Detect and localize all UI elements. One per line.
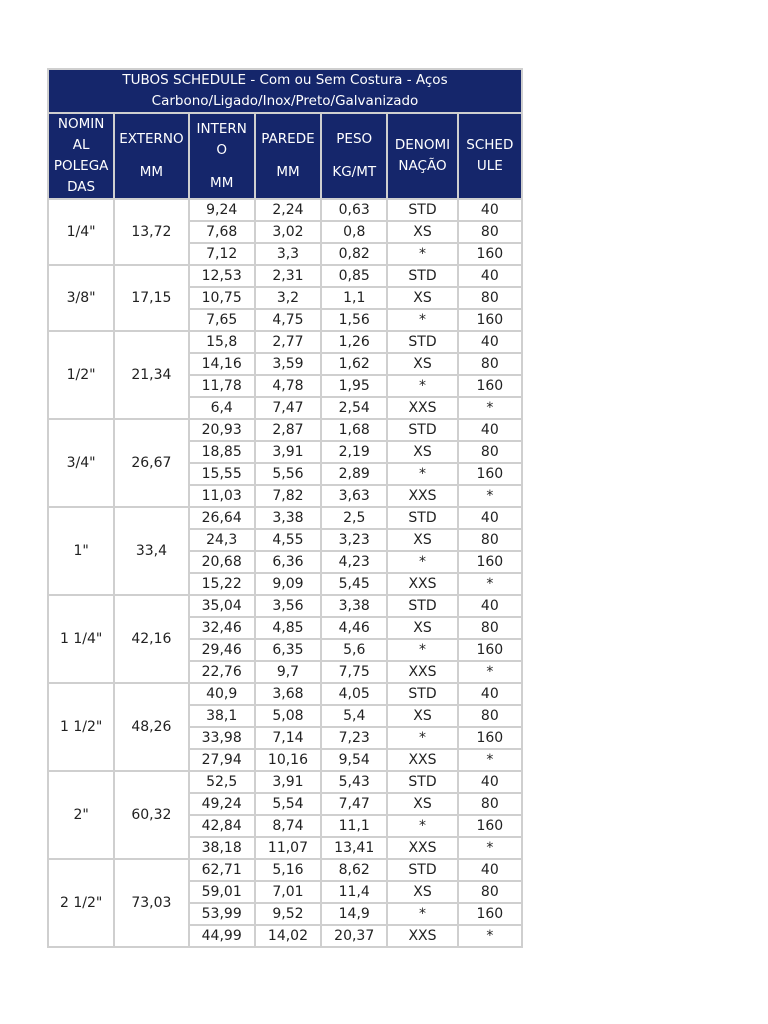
- denominacao-value: XS: [388, 442, 456, 462]
- parede-value: 7,14: [256, 728, 320, 748]
- schedule-value: 80: [459, 442, 521, 462]
- denominacao-value: XS: [388, 354, 456, 374]
- denominacao-value: STD: [388, 772, 456, 792]
- parede-value: 8,74: [256, 816, 320, 836]
- parede-value: 4,55: [256, 530, 320, 550]
- denominacao-value: STD: [388, 860, 456, 880]
- peso-value: 0,82: [322, 244, 386, 264]
- externo-value: 13,72: [115, 200, 187, 264]
- interno-value: 15,22: [190, 574, 254, 594]
- nominal-size-cell: 3/8": [49, 266, 113, 330]
- header-label: SCHED ULE: [466, 137, 514, 174]
- denominacao-value: XXS: [388, 574, 456, 594]
- schedule-value: *: [459, 662, 521, 682]
- parede-value: 11,07: [256, 838, 320, 858]
- schedule-value: 80: [459, 794, 521, 814]
- denominacao-value: STD: [388, 508, 456, 528]
- interno-value: 40,9: [190, 684, 254, 704]
- peso-value: 14,9: [322, 904, 386, 924]
- interno-value: 27,94: [190, 750, 254, 770]
- interno-value: 11,78: [190, 376, 254, 396]
- parede-value: 9,7: [256, 662, 320, 682]
- header-nominal: [49, 114, 113, 198]
- schedule-value: 40: [459, 420, 521, 440]
- parede-value: 10,16: [256, 750, 320, 770]
- peso-value: 4,46: [322, 618, 386, 638]
- parede-value: 2,87: [256, 420, 320, 440]
- interno-value: 29,46: [190, 640, 254, 660]
- header-label: EXTERNO: [119, 131, 184, 147]
- peso-value: 5,43: [322, 772, 386, 792]
- schedule-value: 40: [459, 200, 521, 220]
- peso-value: 1,56: [322, 310, 386, 330]
- parede-value: 7,47: [256, 398, 320, 418]
- externo-value: 33,4: [115, 508, 187, 594]
- parede-value: 3,56: [256, 596, 320, 616]
- interno-value: 52,5: [190, 772, 254, 792]
- interno-value: 9,24: [190, 200, 254, 220]
- denominacao-value: XXS: [388, 838, 456, 858]
- peso-value: 5,4: [322, 706, 386, 726]
- table-row: [49, 332, 521, 352]
- peso-value: 5,6: [322, 640, 386, 660]
- parede-value: 3,2: [256, 288, 320, 308]
- schedule-value: 40: [459, 332, 521, 352]
- denominacao-value: XXS: [388, 926, 456, 946]
- interno-value: 53,99: [190, 904, 254, 924]
- peso-value: 3,63: [322, 486, 386, 506]
- parede-value: 7,82: [256, 486, 320, 506]
- peso-value: 1,26: [322, 332, 386, 352]
- schedule-value: 160: [459, 310, 521, 330]
- schedule-value: 80: [459, 530, 521, 550]
- table-row: [49, 684, 521, 704]
- denominacao-value: STD: [388, 266, 456, 286]
- parede-value: 5,16: [256, 860, 320, 880]
- peso-value: 7,75: [322, 662, 386, 682]
- interno-value: 38,1: [190, 706, 254, 726]
- parede-value: 3,68: [256, 684, 320, 704]
- parede-value: 2,31: [256, 266, 320, 286]
- nominal-size-cell: 1 1/4": [49, 596, 113, 682]
- interno-value: 12,53: [190, 266, 254, 286]
- interno-value: 14,16: [190, 354, 254, 374]
- parede-value: 5,56: [256, 464, 320, 484]
- schedule-value: 40: [459, 266, 521, 286]
- header-label: PESO: [336, 131, 373, 147]
- schedule-value: 160: [459, 640, 521, 660]
- externo-value: 60,32: [115, 772, 187, 858]
- table-row: [49, 508, 521, 528]
- interno-value: 59,01: [190, 882, 254, 902]
- schedule-value: *: [459, 838, 521, 858]
- peso-value: 3,38: [322, 596, 386, 616]
- nominal-size-cell: 3/4": [49, 420, 113, 506]
- interno-value: 7,68: [190, 222, 254, 242]
- header-label: DENOMI NAÇÃO: [394, 137, 451, 174]
- peso-value: 13,41: [322, 838, 386, 858]
- denominacao-value: STD: [388, 200, 456, 220]
- schedule-value: 160: [459, 728, 521, 748]
- externo-value: 26,67: [115, 420, 187, 506]
- peso-value: 7,47: [322, 794, 386, 814]
- interno-value: 6,4: [190, 398, 254, 418]
- peso-value: 7,23: [322, 728, 386, 748]
- header-peso: [322, 114, 386, 198]
- table-row: [49, 420, 521, 440]
- denominacao-value: STD: [388, 684, 456, 704]
- parede-value: 6,36: [256, 552, 320, 572]
- schedule-value: 80: [459, 882, 521, 902]
- denominacao-value: *: [388, 728, 456, 748]
- interno-value: 33,98: [190, 728, 254, 748]
- table-row: [49, 860, 521, 880]
- schedule-value: *: [459, 398, 521, 418]
- parede-value: 14,02: [256, 926, 320, 946]
- schedule-value: 40: [459, 772, 521, 792]
- nominal-size-cell: 1": [49, 508, 113, 594]
- externo-value: 48,26: [115, 684, 187, 770]
- schedule-value: *: [459, 926, 521, 946]
- parede-value: 3,3: [256, 244, 320, 264]
- schedule-table: [47, 68, 523, 948]
- parede-value: 4,85: [256, 618, 320, 638]
- peso-value: 4,23: [322, 552, 386, 572]
- denominacao-value: *: [388, 310, 456, 330]
- header-denominacao: [388, 114, 456, 198]
- denominacao-value: XS: [388, 618, 456, 638]
- peso-value: 0,63: [322, 200, 386, 220]
- table-row: [49, 200, 521, 220]
- nominal-size-cell: 2 1/2": [49, 860, 113, 946]
- peso-value: 5,45: [322, 574, 386, 594]
- interno-value: 42,84: [190, 816, 254, 836]
- schedule-value: 80: [459, 706, 521, 726]
- nominal-size-cell: 1 1/2": [49, 684, 113, 770]
- denominacao-value: XXS: [388, 750, 456, 770]
- title-line-1: TUBOS SCHEDULE - Com ou Sem Costura - Aços: [122, 72, 448, 88]
- schedule-value: 160: [459, 376, 521, 396]
- interno-value: 26,64: [190, 508, 254, 528]
- denominacao-value: XXS: [388, 662, 456, 682]
- interno-value: 20,93: [190, 420, 254, 440]
- nominal-size-cell: 1/2": [49, 332, 113, 418]
- header-interno: [190, 114, 254, 198]
- peso-value: 2,89: [322, 464, 386, 484]
- interno-value: 11,03: [190, 486, 254, 506]
- denominacao-value: *: [388, 464, 456, 484]
- peso-value: 4,05: [322, 684, 386, 704]
- header-parede: [256, 114, 320, 198]
- externo-value: 73,03: [115, 860, 187, 946]
- table-body: [49, 200, 521, 946]
- table-title: [49, 70, 521, 112]
- denominacao-value: XS: [388, 530, 456, 550]
- parede-value: 3,38: [256, 508, 320, 528]
- header-externo: [115, 114, 187, 198]
- peso-value: 2,54: [322, 398, 386, 418]
- externo-value: 21,34: [115, 332, 187, 418]
- header-label: PAREDE: [261, 131, 315, 147]
- schedule-value: 40: [459, 860, 521, 880]
- parede-value: 5,08: [256, 706, 320, 726]
- parede-value: 3,91: [256, 772, 320, 792]
- denominacao-value: *: [388, 904, 456, 924]
- interno-value: 7,12: [190, 244, 254, 264]
- denominacao-value: XXS: [388, 486, 456, 506]
- denominacao-value: XS: [388, 222, 456, 242]
- denominacao-value: *: [388, 552, 456, 572]
- denominacao-value: STD: [388, 420, 456, 440]
- peso-value: 11,4: [322, 882, 386, 902]
- peso-value: 1,68: [322, 420, 386, 440]
- peso-value: 0,85: [322, 266, 386, 286]
- parede-value: 7,01: [256, 882, 320, 902]
- parede-value: 2,77: [256, 332, 320, 352]
- peso-value: 11,1: [322, 816, 386, 836]
- interno-value: 18,85: [190, 442, 254, 462]
- header-unit: MM: [210, 174, 234, 191]
- schedule-value: *: [459, 574, 521, 594]
- denominacao-value: *: [388, 816, 456, 836]
- schedule-value: 80: [459, 354, 521, 374]
- parede-value: 4,75: [256, 310, 320, 330]
- schedule-value: 40: [459, 596, 521, 616]
- peso-value: 20,37: [322, 926, 386, 946]
- schedule-value: 80: [459, 618, 521, 638]
- peso-value: 8,62: [322, 860, 386, 880]
- parede-value: 9,52: [256, 904, 320, 924]
- header-label: NOMIN AL POLEGA DAS: [53, 116, 109, 195]
- schedule-value: *: [459, 750, 521, 770]
- denominacao-value: *: [388, 244, 456, 264]
- interno-value: 22,76: [190, 662, 254, 682]
- peso-value: 2,19: [322, 442, 386, 462]
- schedule-value: 80: [459, 222, 521, 242]
- denominacao-value: STD: [388, 596, 456, 616]
- nominal-size-cell: 1/4": [49, 200, 113, 264]
- denominacao-value: XS: [388, 794, 456, 814]
- peso-value: 1,95: [322, 376, 386, 396]
- parede-value: 5,54: [256, 794, 320, 814]
- column-header-row: [49, 114, 521, 198]
- interno-value: 62,71: [190, 860, 254, 880]
- parede-value: 3,02: [256, 222, 320, 242]
- nominal-size-cell: 2": [49, 772, 113, 858]
- denominacao-value: XS: [388, 882, 456, 902]
- externo-value: 42,16: [115, 596, 187, 682]
- interno-value: 44,99: [190, 926, 254, 946]
- schedule-value: 160: [459, 904, 521, 924]
- denominacao-value: XS: [388, 706, 456, 726]
- schedule-value: 40: [459, 508, 521, 528]
- peso-value: 1,1: [322, 288, 386, 308]
- parede-value: 9,09: [256, 574, 320, 594]
- peso-value: 3,23: [322, 530, 386, 550]
- denominacao-value: XXS: [388, 398, 456, 418]
- interno-value: 15,55: [190, 464, 254, 484]
- schedule-value: 160: [459, 464, 521, 484]
- header-schedule: [459, 114, 521, 198]
- interno-value: 35,04: [190, 596, 254, 616]
- table-row: [49, 772, 521, 792]
- interno-value: 32,46: [190, 618, 254, 638]
- parede-value: 4,78: [256, 376, 320, 396]
- interno-value: 10,75: [190, 288, 254, 308]
- peso-value: 1,62: [322, 354, 386, 374]
- denominacao-value: STD: [388, 332, 456, 352]
- interno-value: 38,18: [190, 838, 254, 858]
- denominacao-value: *: [388, 376, 456, 396]
- denominacao-value: *: [388, 640, 456, 660]
- denominacao-value: XS: [388, 288, 456, 308]
- schedule-value: 160: [459, 816, 521, 836]
- title-line-2: Carbono/Ligado/Inox/Preto/Galvanizado: [151, 93, 419, 109]
- schedule-value: 160: [459, 552, 521, 572]
- interno-value: 15,8: [190, 332, 254, 352]
- interno-value: 24,3: [190, 530, 254, 550]
- table-row: [49, 266, 521, 286]
- header-unit: MM: [139, 164, 164, 180]
- parede-value: 2,24: [256, 200, 320, 220]
- schedule-value: 160: [459, 244, 521, 264]
- interno-value: 7,65: [190, 310, 254, 330]
- peso-value: 2,5: [322, 508, 386, 528]
- interno-value: 20,68: [190, 552, 254, 572]
- schedule-value: *: [459, 486, 521, 506]
- externo-value: 17,15: [115, 266, 187, 330]
- peso-value: 0,8: [322, 222, 386, 242]
- header-unit: MM: [276, 164, 300, 180]
- peso-value: 9,54: [322, 750, 386, 770]
- interno-value: 49,24: [190, 794, 254, 814]
- schedule-value: 40: [459, 684, 521, 704]
- header-label: INTERN O: [196, 120, 247, 158]
- schedule-value: 80: [459, 288, 521, 308]
- parede-value: 3,59: [256, 354, 320, 374]
- header-unit: KG/MT: [332, 164, 377, 180]
- parede-value: 6,35: [256, 640, 320, 660]
- parede-value: 3,91: [256, 442, 320, 462]
- table-row: [49, 596, 521, 616]
